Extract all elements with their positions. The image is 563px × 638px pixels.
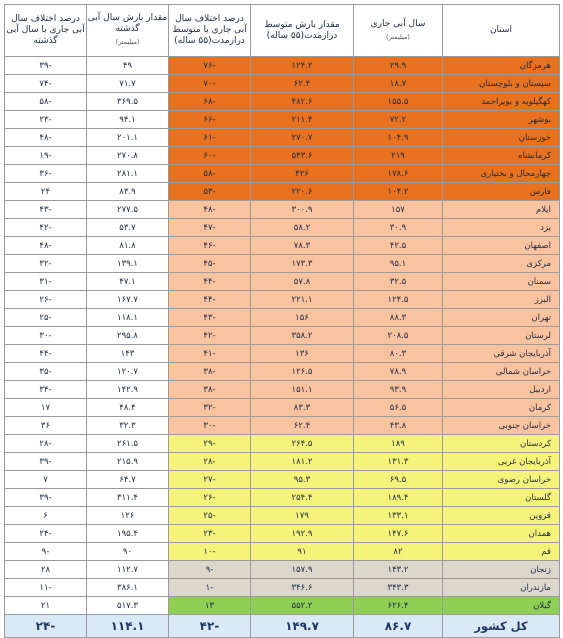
cell-last: ۵۱۷.۳ (87, 597, 169, 615)
cell-last: ۱۹۵.۴ (87, 525, 169, 543)
header-current-year-unit: (میلیمتر) (386, 32, 410, 41)
cell-diff-last: -۳۲ (5, 255, 87, 273)
table-row (5, 147, 560, 165)
table-row (5, 183, 560, 201)
cell-long-term: ۶۲.۴ (251, 417, 354, 435)
cell-diff-long: -۴۶ (169, 237, 251, 255)
cell-current: ۷۲.۲ (354, 111, 443, 129)
cell-current: ۱۷۸.۶ (354, 165, 443, 183)
cell-diff-long: -۱۰ (169, 543, 251, 561)
table-row (5, 561, 560, 579)
cell-diff-last: ۷ (5, 471, 87, 489)
cell-diff-last: -۴۲ (5, 219, 87, 237)
cell-diff-last: -۳۹ (5, 453, 87, 471)
cell-diff-last: ۶ (5, 507, 87, 525)
cell-long-term: ۱۵۷.۹ (251, 561, 354, 579)
table-row (5, 381, 560, 399)
cell-last: ۲۹۵.۸ (87, 327, 169, 345)
cell-long-term: ۴۸۲.۶ (251, 93, 354, 111)
rainfall-table (4, 4, 560, 638)
cell-diff-long: -۴۳ (169, 309, 251, 327)
cell-province: خراسان شمالی (443, 363, 560, 381)
table-row (5, 399, 560, 417)
cell-diff-long: -۶۸ (169, 93, 251, 111)
cell-province: خراسان رضوی (443, 471, 560, 489)
table-row (5, 543, 560, 561)
table-row (5, 255, 560, 273)
cell-current: ۴۲.۵ (354, 237, 443, 255)
cell-current: ۲۹.۹ (354, 57, 443, 75)
cell-long-term: ۱۵۶ (251, 309, 354, 327)
cell-diff-last: ۳۶ (5, 417, 87, 435)
cell-current: ۱۳۱.۳ (354, 453, 443, 471)
cell-last: ۴۷.۱ (87, 273, 169, 291)
cell-long-term: ۲۲۰.۶ (251, 183, 354, 201)
cell-last: ۸۳.۹ (87, 183, 169, 201)
table-row (5, 75, 560, 93)
cell-diff-long: -۲۷ (169, 471, 251, 489)
cell-diff-long: -۲۶ (169, 489, 251, 507)
table-row (5, 57, 560, 75)
cell-long-term: ۴۲۶ (251, 165, 354, 183)
cell-last: ۲۷۷.۵ (87, 201, 169, 219)
cell-last: ۹۰ (87, 543, 169, 561)
cell-last: ۲۰۱.۱ (87, 129, 169, 147)
cell-diff-long: ۱۳ (169, 597, 251, 615)
cell-long-term: ۷۸.۳ (251, 237, 354, 255)
cell-diff-long: -۴۴ (169, 273, 251, 291)
cell-diff-long: -۴۸ (169, 201, 251, 219)
cell-province: مازندران (443, 579, 560, 597)
cell-diff-last: -۴۳ (5, 201, 87, 219)
cell-long-term: ۱۳۶ (251, 345, 354, 363)
cell-diff-last: -۱۹ (5, 147, 87, 165)
table-row (5, 291, 560, 309)
cell-last: ۴۹ (87, 57, 169, 75)
cell-diff-last: -۲۶ (5, 291, 87, 309)
cell-diff-last: -۱۱ (5, 579, 87, 597)
cell-current: ۱۵۷ (354, 201, 443, 219)
cell-diff-last: -۳۶ (5, 165, 87, 183)
cell-province: گلستان (443, 489, 560, 507)
cell-current: ۹۳.۹ (354, 381, 443, 399)
cell-long-term: ۳۵۸.۲ (251, 327, 354, 345)
cell-current: ۲۱۹ (354, 147, 443, 165)
cell-current: ۱۵۵.۵ (354, 93, 443, 111)
cell-province: هرمزگان (443, 57, 560, 75)
header-last-year (87, 5, 169, 57)
cell-long-term: ۹۱ (251, 543, 354, 561)
cell-long-term: ۵۷.۸ (251, 273, 354, 291)
total-diff-last: -۲۴ (5, 615, 87, 638)
cell-last: ۵۳.۷ (87, 219, 169, 237)
cell-last: ۹۴.۱ (87, 111, 169, 129)
cell-long-term: ۱۲۶.۵ (251, 363, 354, 381)
header-row (5, 5, 560, 57)
cell-last: ۱۴۳ (87, 345, 169, 363)
cell-last: ۶۴.۷ (87, 471, 169, 489)
cell-diff-long: -۳۲ (169, 399, 251, 417)
cell-diff-last: -۳۹ (5, 489, 87, 507)
cell-province: کردستان (443, 435, 560, 453)
cell-last: ۱۲۰.۷ (87, 363, 169, 381)
cell-diff-long: -۷۶ (169, 57, 251, 75)
cell-last: ۱۳۹.۱ (87, 255, 169, 273)
header-last-year-unit: (میلیمتر) (115, 38, 140, 46)
cell-current: ۸۲ (354, 543, 443, 561)
cell-long-term: ۹۵.۳ (251, 471, 354, 489)
cell-last: ۷۱.۷ (87, 75, 169, 93)
cell-diff-long: -۳۰ (169, 417, 251, 435)
cell-current: ۱۰۴.۹ (354, 129, 443, 147)
table-row (5, 489, 560, 507)
cell-province: اردبیل (443, 381, 560, 399)
cell-last: ۱۶۷.۷ (87, 291, 169, 309)
cell-long-term: ۲۶۴.۵ (251, 435, 354, 453)
table-row (5, 507, 560, 525)
cell-province: فارس (443, 183, 560, 201)
cell-province: گیلان (443, 597, 560, 615)
cell-long-term: ۸۳.۳ (251, 399, 354, 417)
cell-diff-long: -۵۸ (169, 165, 251, 183)
cell-diff-last: -۵۸ (5, 93, 87, 111)
table-row (5, 309, 560, 327)
table-row (5, 237, 560, 255)
cell-diff-last: -۴۸ (5, 129, 87, 147)
cell-province: بوشهر (443, 111, 560, 129)
cell-province: تهران (443, 309, 560, 327)
table-row (5, 579, 560, 597)
cell-current: ۷۸.۹ (354, 363, 443, 381)
cell-diff-long: -۴۴ (169, 291, 251, 309)
table-row (5, 435, 560, 453)
table-row (5, 471, 560, 489)
cell-province: آذربایجان شرقی (443, 345, 560, 363)
cell-diff-last: -۹ (5, 543, 87, 561)
header-current-year (354, 5, 443, 57)
cell-current: ۲۰۸.۵ (354, 327, 443, 345)
cell-province: سیستان و بلوچستان (443, 75, 560, 93)
table-body (5, 57, 560, 615)
cell-province: کرمانشاه (443, 147, 560, 165)
cell-province: اصفهان (443, 237, 560, 255)
table-row (5, 129, 560, 147)
cell-current: ۹۵.۱ (354, 255, 443, 273)
cell-province: چهارمحال و بختیاری (443, 165, 560, 183)
table-row (5, 345, 560, 363)
cell-province: خوزستان (443, 129, 560, 147)
cell-diff-long: -۴۱ (169, 345, 251, 363)
cell-last: ۱۲۶ (87, 507, 169, 525)
cell-long-term: ۱۷۳.۳ (251, 255, 354, 273)
cell-current: ۱۸.۷ (354, 75, 443, 93)
header-diff-last-year: درصد اختلاف سال آبی جاری با سال آبی گذشته (5, 5, 87, 57)
header-last-year-label: مقدار بارش سال آبی گذشته (87, 13, 168, 34)
cell-current: ۳۲.۵ (354, 273, 443, 291)
cell-current: ۳۰.۹ (354, 219, 443, 237)
table-row (5, 201, 560, 219)
total-province: کل کشور (443, 615, 560, 638)
cell-current: ۵۶.۵ (354, 399, 443, 417)
cell-current: ۴۳.۸ (354, 417, 443, 435)
cell-long-term: ۲۲۱.۱ (251, 291, 354, 309)
cell-diff-long: -۲۸ (169, 453, 251, 471)
table-row (5, 273, 560, 291)
total-long-term: ۱۴۹.۷ (251, 615, 354, 638)
cell-current: ۳۴۳.۳ (354, 579, 443, 597)
cell-current: ۶۲۶.۴ (354, 597, 443, 615)
cell-long-term: ۶۲.۴ (251, 75, 354, 93)
cell-diff-long: -۷۰ (169, 75, 251, 93)
cell-last: ۲۸۱.۱ (87, 165, 169, 183)
cell-diff-last: -۲۵ (5, 309, 87, 327)
cell-current: ۱۸۹.۴ (354, 489, 443, 507)
cell-province: مرکزی (443, 255, 560, 273)
cell-long-term: ۲۵۴.۴ (251, 489, 354, 507)
header-long-term: مقدار بارش متوسط درازمدت(۵۵ ساله) (251, 5, 354, 57)
cell-province: البرز (443, 291, 560, 309)
cell-last: ۱۱۲.۷ (87, 561, 169, 579)
cell-diff-long: -۳۸ (169, 381, 251, 399)
cell-province: کهگیلویه و بویراحمد (443, 93, 560, 111)
table-row (5, 417, 560, 435)
cell-long-term: ۱۹۲.۹ (251, 525, 354, 543)
cell-diff-long: -۲۵ (169, 507, 251, 525)
cell-province: ایلام (443, 201, 560, 219)
cell-last: ۱۱۸.۱ (87, 309, 169, 327)
cell-long-term: ۲۱۱.۴ (251, 111, 354, 129)
cell-long-term: ۵۸.۲ (251, 219, 354, 237)
table-row (5, 111, 560, 129)
cell-diff-long: -۶۱ (169, 129, 251, 147)
cell-long-term: ۳۴۶.۶ (251, 579, 354, 597)
cell-last: ۲۱۵.۹ (87, 453, 169, 471)
cell-diff-last: ۲۸ (5, 561, 87, 579)
header-diff-long-term: درصد اختلاف سال آبی جاری با متوسط درازمدت(۵۵ ساله) (169, 5, 251, 57)
cell-diff-last: -۳۹ (5, 57, 87, 75)
cell-province: قزوین (443, 507, 560, 525)
total-last: ۱۱۴.۱ (87, 615, 169, 638)
cell-current: ۸۰.۳ (354, 345, 443, 363)
cell-diff-long: -۲۹ (169, 435, 251, 453)
rainfall-table-container (4, 4, 559, 638)
table-row (5, 525, 560, 543)
header-province: استان (443, 5, 560, 57)
cell-diff-long: -۱ (169, 579, 251, 597)
cell-diff-last: -۲۳ (5, 111, 87, 129)
table-row (5, 219, 560, 237)
cell-current: ۱۳۳.۱ (354, 507, 443, 525)
cell-diff-last: -۳۱ (5, 273, 87, 291)
cell-diff-long: -۶۶ (169, 111, 251, 129)
cell-long-term: ۱۷۹ (251, 507, 354, 525)
cell-last: ۴۸.۴ (87, 399, 169, 417)
table-row (5, 453, 560, 471)
cell-diff-long: -۴۲ (169, 327, 251, 345)
table-row (5, 165, 560, 183)
table-row (5, 93, 560, 111)
cell-diff-long: -۲۳ (169, 525, 251, 543)
total-row (5, 615, 560, 638)
cell-province: کرمان (443, 399, 560, 417)
cell-diff-last: ۲۱ (5, 597, 87, 615)
table-row (5, 363, 560, 381)
cell-last: ۲۶۱.۵ (87, 435, 169, 453)
cell-diff-last: -۲۸ (5, 435, 87, 453)
total-diff-long: -۴۲ (169, 615, 251, 638)
cell-diff-long: -۴۵ (169, 255, 251, 273)
cell-current: ۱۴۳.۲ (354, 561, 443, 579)
cell-province: خراسان جنوبی (443, 417, 560, 435)
cell-last: ۸۱.۸ (87, 237, 169, 255)
cell-long-term: ۱۲۴.۲ (251, 57, 354, 75)
cell-current: ۱۴۷.۶ (354, 525, 443, 543)
cell-province: لرستان (443, 327, 560, 345)
cell-diff-long: -۳۸ (169, 363, 251, 381)
cell-diff-long: -۵۳ (169, 183, 251, 201)
cell-diff-long: -۶۰ (169, 147, 251, 165)
cell-diff-last: -۷۴ (5, 75, 87, 93)
cell-diff-last: -۳۰ (5, 327, 87, 345)
cell-diff-long: -۹ (169, 561, 251, 579)
cell-current: ۱۲۴.۵ (354, 291, 443, 309)
cell-long-term: ۵۴۳.۶ (251, 147, 354, 165)
cell-last: ۳۸۶.۱ (87, 579, 169, 597)
cell-long-term: ۵۵۲.۲ (251, 597, 354, 615)
cell-last: ۳۶۹.۵ (87, 93, 169, 111)
cell-province: یزد (443, 219, 560, 237)
cell-long-term: ۱۸۱.۲ (251, 453, 354, 471)
cell-last: ۲۷۰.۸ (87, 147, 169, 165)
cell-last: ۱۴۲.۹ (87, 381, 169, 399)
cell-last: ۳۲.۳ (87, 417, 169, 435)
cell-province: قم (443, 543, 560, 561)
cell-current: ۱۸۹ (354, 435, 443, 453)
cell-current: ۶۹.۵ (354, 471, 443, 489)
cell-province: سمنان (443, 273, 560, 291)
cell-diff-last: -۳۵ (5, 363, 87, 381)
cell-province: آذربایجان غربی (443, 453, 560, 471)
total-current: ۸۶.۷ (354, 615, 443, 638)
cell-diff-last: ۲۴ (5, 183, 87, 201)
cell-current: ۱۰۴.۲ (354, 183, 443, 201)
cell-diff-long: -۴۷ (169, 219, 251, 237)
cell-diff-last: -۴۸ (5, 237, 87, 255)
header-current-year-label: سال آبی جاری (370, 18, 426, 29)
cell-long-term: ۲۷۰.۷ (251, 129, 354, 147)
table-row (5, 327, 560, 345)
cell-last: ۳۱۱.۴ (87, 489, 169, 507)
cell-current: ۸۸.۳ (354, 309, 443, 327)
cell-long-term: ۳۰۰.۹ (251, 201, 354, 219)
cell-diff-last: -۲۴ (5, 525, 87, 543)
cell-province: زنجان (443, 561, 560, 579)
cell-diff-last: -۳۴ (5, 381, 87, 399)
cell-province: همدان (443, 525, 560, 543)
cell-long-term: ۱۵۱.۱ (251, 381, 354, 399)
cell-diff-last: ۱۷ (5, 399, 87, 417)
cell-diff-last: -۴۴ (5, 345, 87, 363)
table-row (5, 597, 560, 615)
